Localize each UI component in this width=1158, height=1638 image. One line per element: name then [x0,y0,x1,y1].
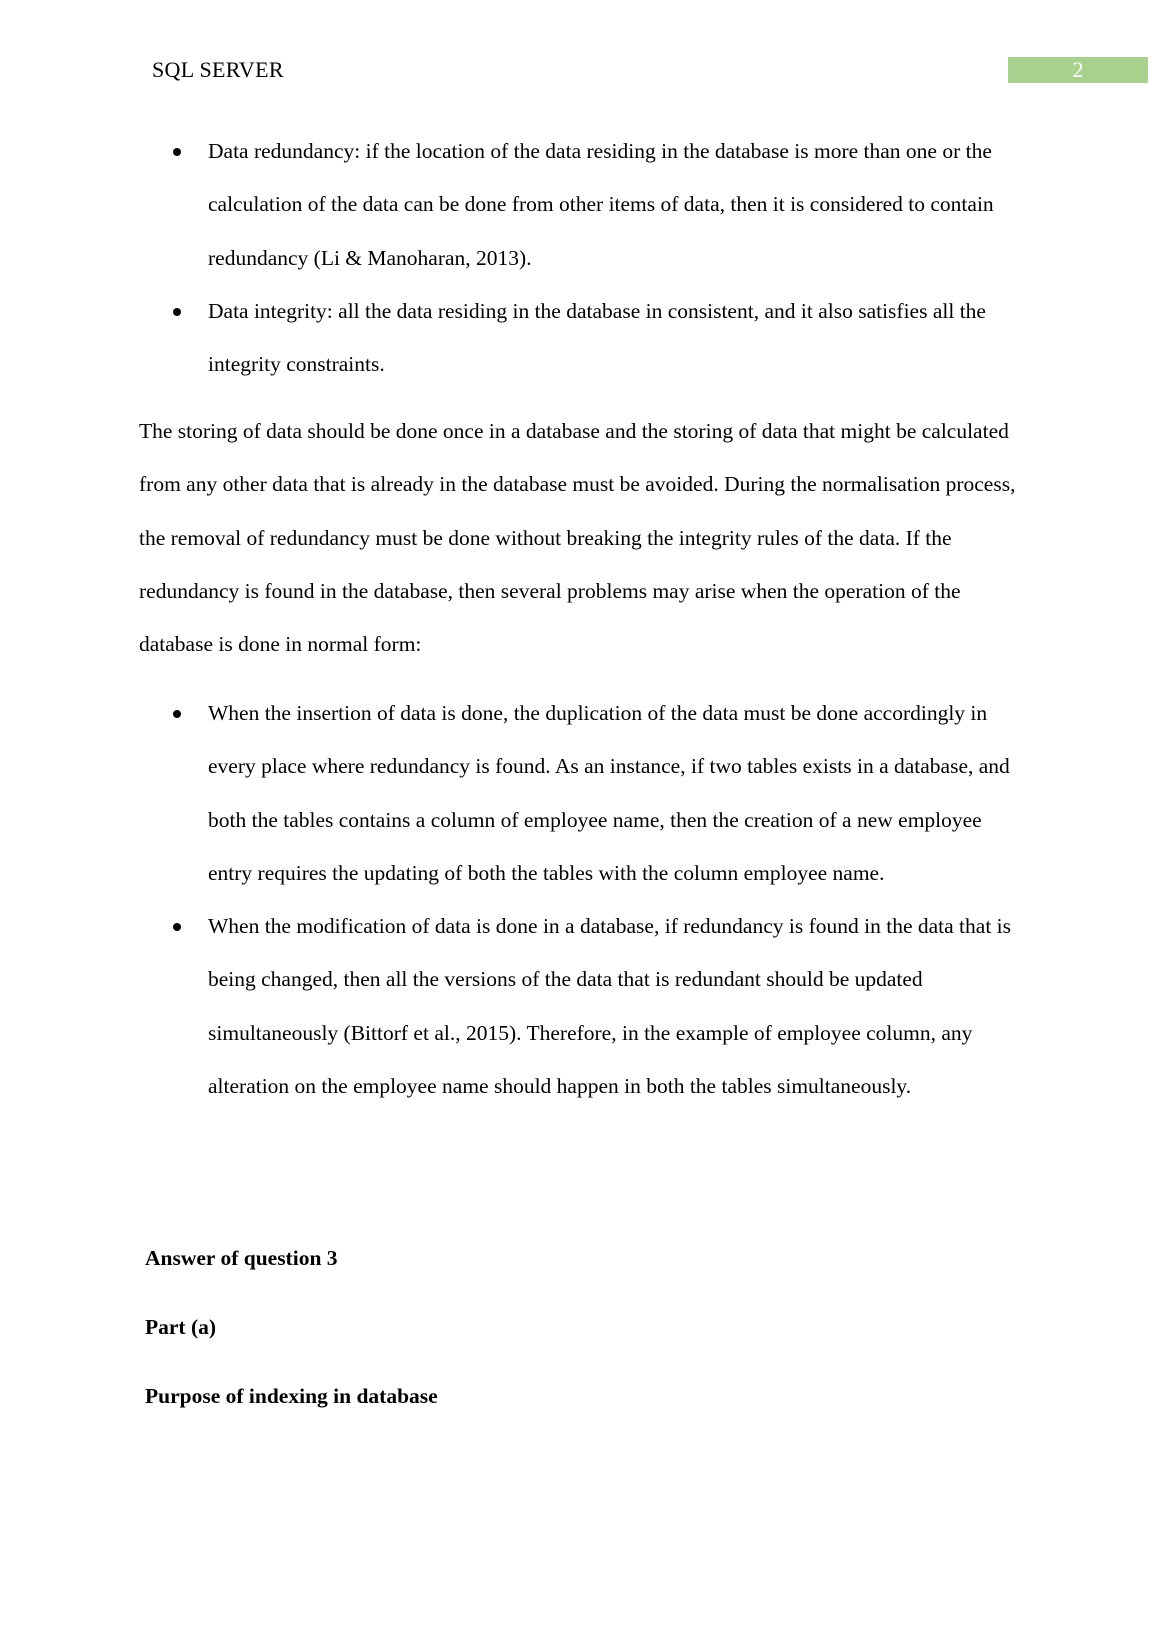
running-header-title: SQL SERVER [152,57,284,82]
bullet-text: Data integrity: all the data residing in the database in consistent, and it also satisfies all the integrity constraints. [208,298,986,377]
heading-purpose-of-indexing: Purpose of indexing in database [145,1384,438,1408]
bullet-list-data-properties [172,125,1022,391]
bullet-text: When the modification of data is done in a database, if redundancy is found in the data that is being changed, then all the versions of the data that is redundant should be updated simultaneously (Bittorf et al., 2015). Therefore, in the example of employee column, any alteration on the employee name should happen in both the tables simultaneously. [208,914,1012,1099]
bullet-icon [173,148,181,156]
page-number-badge [1008,57,1148,83]
page-number: 2 [1072,57,1084,82]
bullet-item-data-redundancy [172,125,1022,285]
bullet-item-data-integrity [172,285,1022,392]
bullet-list-redundancy-problems [172,687,1022,1113]
heading-answer-question-3: Answer of question 3 [145,1246,338,1270]
bullet-item-modification [172,900,1022,1113]
bullet-icon [173,308,181,316]
bullet-icon [173,923,181,931]
bullet-text: When the insertion of data is done, the duplication of the data must be done accordingly in every place where redundancy is found. As an instance, if two tables exists in a database, and both the tables contains a column of employee name, then the creation of a new employee entry requires the updating of both the tables with the column employee name. [208,701,1010,885]
heading-part-a: Part (a) [145,1315,217,1339]
bullet-icon [173,710,181,718]
bullet-item-insertion [172,687,1022,900]
body-paragraph-redundancy: The storing of data should be done once in a database and the storing of data that might be calculated from any other data that is already in the database must be avoided. During the normalisation process, the removal of redundancy must be done without breaking the integrity rules of the data. If the redundancy is found in the database, then several problems may arise when the operation of the database is done in normal form: [139,419,1016,657]
bullet-text: Data redundancy: if the location of the data residing in the database is more than one or the calculation of the data can be done from other items of data, then it is considered to contain redundancy (Li & Manoharan, 2013). [208,139,994,270]
